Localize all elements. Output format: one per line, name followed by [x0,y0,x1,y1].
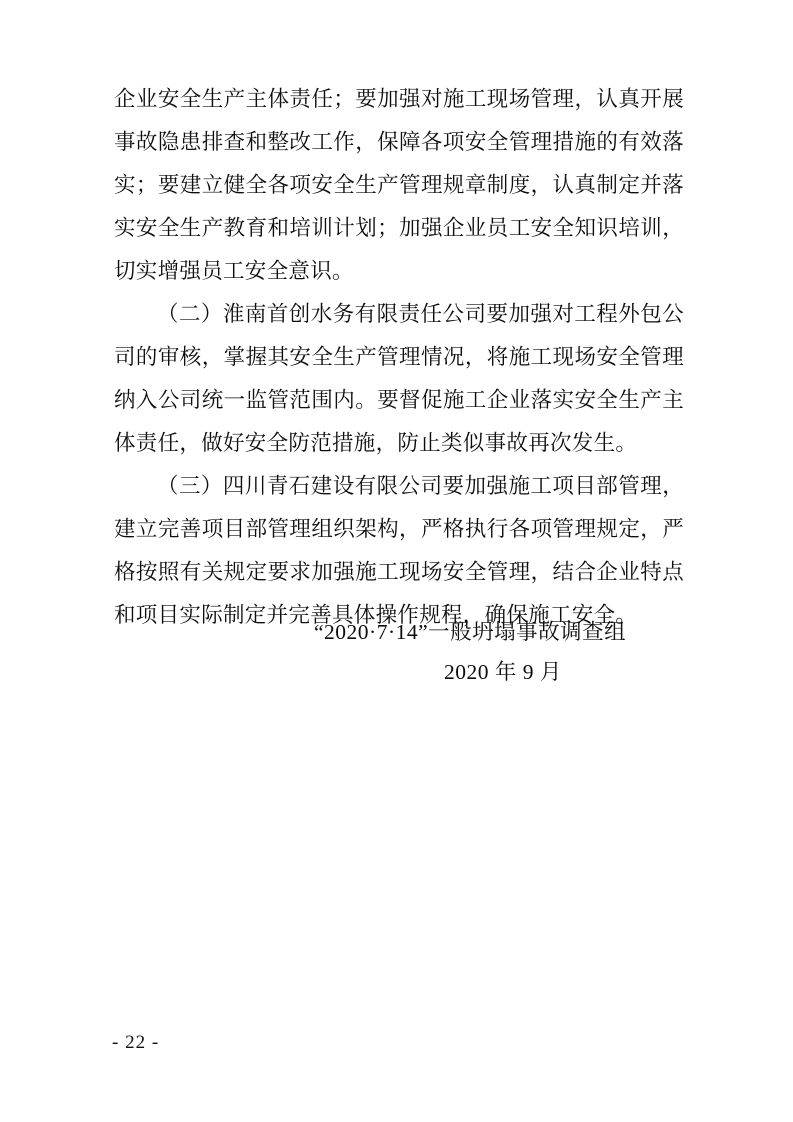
paragraph-item-three: （三）四川青石建设有限公司要加强施工项目部管理，建立完善项目部管理组织架构，严格执行各项管理规定，严格按照有关规定要求加强施工现场安全管理，结合企业特点和项目实际制定并完善具体操作规程，确保施工安全。 [114,474,684,627]
paragraph-item-two: （二）淮南首创水务有限责任公司要加强对工程外包公司的审核，掌握其安全生产管理情况，将施工现场安全管理纳入公司统一监管范围内。要督促施工企业落实安全生产主体责任，做好安全防范措施，防止类似事故再次发生。 [114,302,684,455]
page-number: - 22 - [112,1032,160,1053]
paragraph-continued: 企业安全生产主体责任；要加强对施工现场管理，认真开展事故隐患排查和整改工作，保障各项安全管理措施的有效落实；要建立健全各项安全生产管理规章制度，认真制定并落实安全生产教育和培训计划；加强企业员工安全知识培训，切实增强员工安全意识。 [114,87,684,283]
signature-block [114,612,684,692]
document-body [114,78,684,637]
signature-organization: “2020·7·14”一般坍塌事故调查组 [314,620,627,644]
signature-date: 2020 年 9 月 [444,660,562,684]
